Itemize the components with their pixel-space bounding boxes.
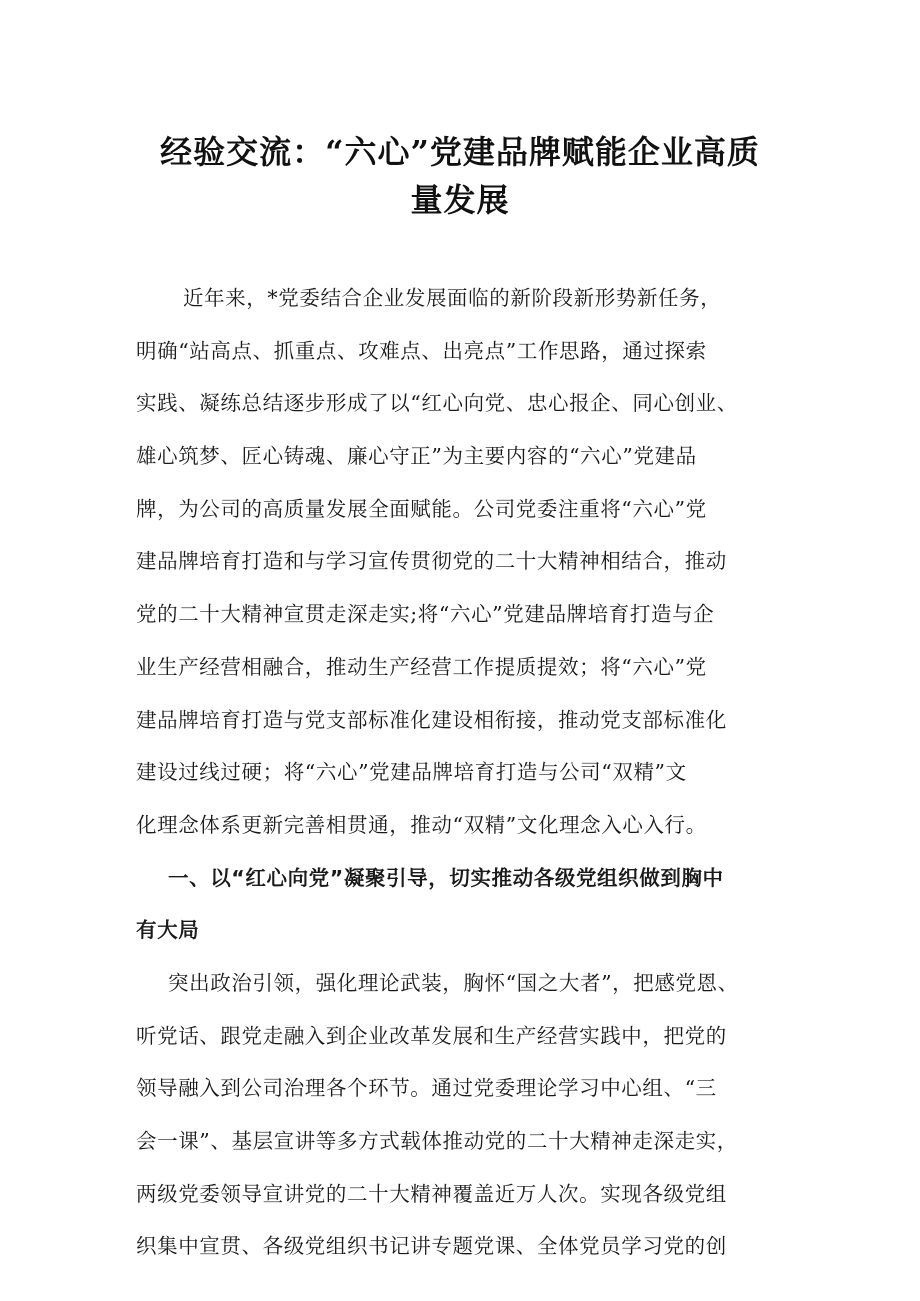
paragraph-line: 雄心筑梦、匠心铸魂、廉心守正”为主要内容的“六心”党建品 [136, 444, 697, 469]
paragraph-line: 化理念体系更新完善相贯通，推动“双精”文化理念入心入行。 [136, 812, 707, 837]
paragraph-line: 明确“站高点、抓重点、攻难点、出亮点”工作思路，通过探索 [136, 338, 707, 363]
title-line-1: 经验交流：“六心”党建品牌赋能企业高质 [160, 133, 760, 171]
paragraph-line: 近年来，*党委结合企业发展面临的新阶段新形势新任务， [183, 286, 722, 310]
heading-line: 有大局 [136, 918, 200, 943]
paragraph-line: 领导融入到公司治理各个环节。通过党委理论学习中心组、“三 [136, 1076, 717, 1101]
paragraph-line: 实践、凝练总结逐步形成了以“红心向党、忠心报企、同心创业、 [136, 391, 738, 416]
paragraph-line: 建品牌培育打造和与学习宣传贯彻党的二十大精神相结合，推动 [136, 549, 727, 574]
paragraph-section-1 [136, 957, 804, 1273]
paragraph-line: 突出政治引领，强化理论武装，胸怀“国之大者”，把感党恩、 [168, 970, 739, 995]
section-heading-1 [136, 852, 804, 957]
paragraph-line: 会一课”、基层宣讲等多方式载体推动党的二十大精神走深走实， [136, 1129, 738, 1153]
paragraph-intro [136, 272, 804, 852]
heading-line: 一、以“红心向党”凝聚引导，切实推动各级党组织做到胸中 [168, 865, 724, 890]
paragraph-line: 牌，为公司的高质量发展全面赋能。公司党委注重将“六心”党 [136, 496, 707, 521]
paragraph-line: 听党话、跟党走融入到企业改革发展和生产经营实践中，把党的 [136, 1023, 727, 1048]
paragraph-line: 两级党委领导宣讲党的二十大精神覆盖近万人次。实现各级党组 [136, 1181, 727, 1206]
document-title [120, 128, 800, 224]
title-line-2: 量发展 [410, 181, 510, 219]
paragraph-line: 织集中宣贯、各级党组织书记讲专题党课、全体党员学习党的创 [136, 1234, 727, 1259]
paragraph-line: 业生产经营相融合，推动生产经营工作提质提效；将“六心”党 [136, 654, 707, 679]
paragraph-line: 建设过线过硬；将“六心”党建品牌培育打造与公司“双精”文 [136, 760, 687, 785]
document-body [136, 272, 804, 1273]
paragraph-line: 党的二十大精神宣贯走深走实;将“六心”党建品牌培育打造与企 [136, 602, 715, 627]
paragraph-line: 建品牌培育打造与党支部标准化建设相衔接，推动党支部标准化 [136, 707, 727, 732]
